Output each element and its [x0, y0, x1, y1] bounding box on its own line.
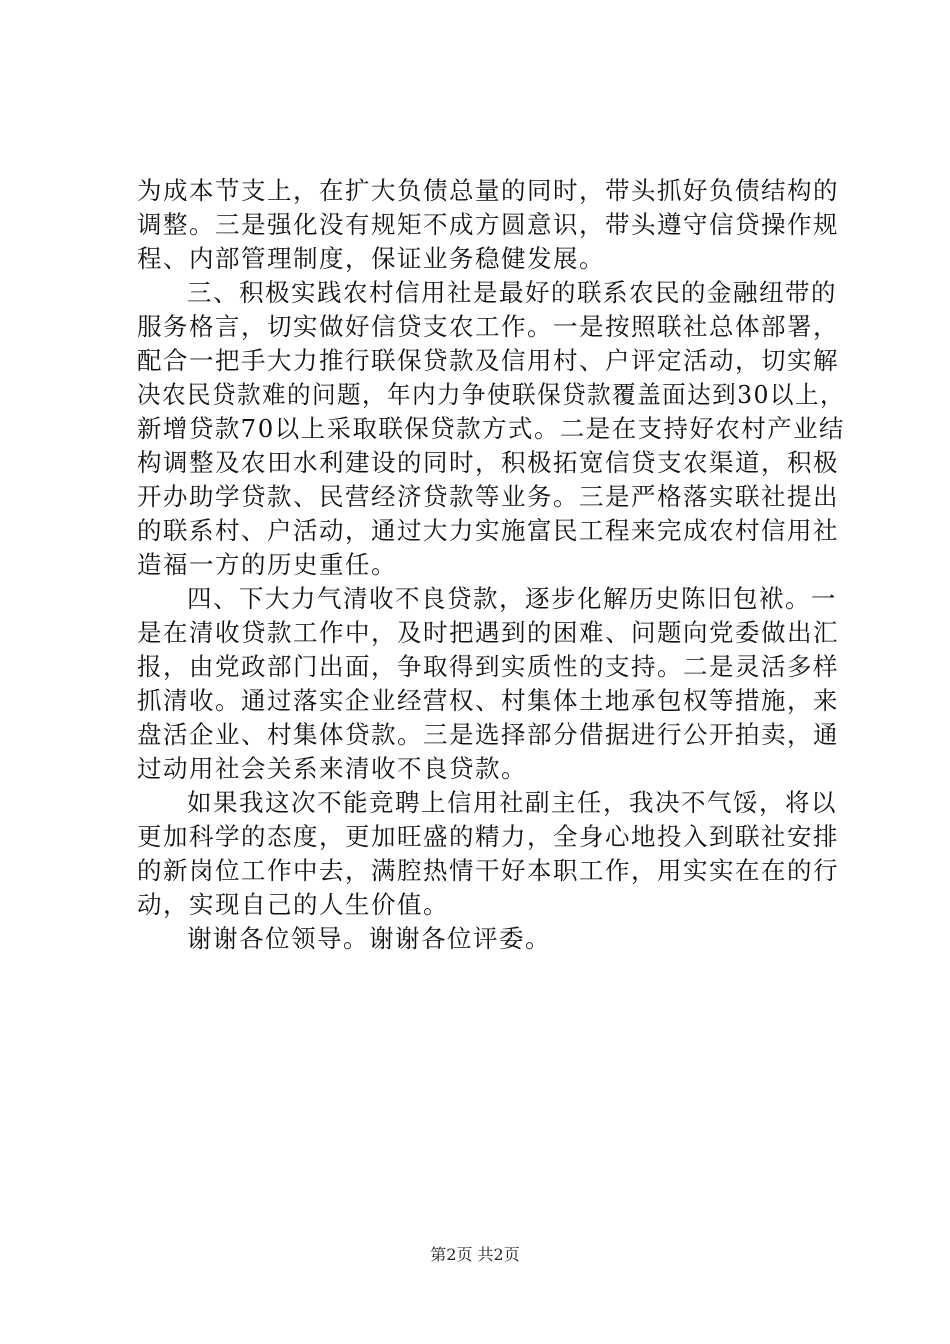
page-number-footer: 第2页 共2页: [430, 1245, 520, 1264]
text-line: 的新岗位工作中去，满腔热情干好本职工作，用实实在在的行: [137, 856, 839, 885]
paragraph-start-line: 如果我这次不能竞聘上信用社副主任，我决不气馁，将以: [187, 788, 837, 817]
text-line: 调整。三是强化没有规矩不成方圆意识，带头遵守信贷操作规: [137, 210, 839, 239]
text-line: 报，由党政部门出面，争取得到实质性的支持。二是灵活多样: [137, 652, 839, 681]
paragraph-start-line: 四、下大力气清收不良贷款，逐步化解历史陈旧包袱。一: [187, 584, 837, 613]
text-line: 动，实现自己的人生价值。: [137, 890, 449, 919]
text-line: 是在清收贷款工作中，及时把遇到的困难、问题向党委做出汇: [137, 618, 839, 647]
text-line: 更加科学的态度，更加旺盛的精力，全身心地投入到联社安排: [137, 822, 839, 851]
paragraph-start-line: 三、积极实践农村信用社是最好的联系农民的金融纽带的: [187, 278, 837, 307]
text-line: 为成本节支上，在扩大负债总量的同时，带头抓好负债结构的: [137, 176, 839, 205]
text-line: 的联系村、户活动，通过大力实施富民工程来完成农村信用社: [137, 516, 839, 545]
text-line: 服务格言，切实做好信贷支农工作。一是按照联社总体部署，: [137, 312, 839, 341]
text-line: 程、内部管理制度，保证业务稳健发展。: [137, 244, 605, 273]
text-line: 配合一把手大力推行联保贷款及信用村、户评定活动，切实解: [137, 346, 839, 375]
text-line: 造福一方的历史重任。: [137, 550, 397, 579]
text-line: 盘活企业、村集体贷款。三是选择部分借据进行公开拍卖，通: [137, 720, 839, 749]
text-line: 抓清收。通过落实企业经营权、村集体土地承包权等措施，来: [137, 686, 839, 715]
text-line: 开办助学贷款、民营经济贷款等业务。三是严格落实联社提出: [137, 482, 839, 511]
closing-line: 谢谢各位领导。谢谢各位评委。: [187, 924, 551, 953]
text-line: 构调整及农田水利建设的同时，积极拓宽信贷支农渠道，积极: [137, 448, 839, 477]
text-line: 过动用社会关系来清收不良贷款。: [137, 754, 527, 783]
text-line: 新增贷款70以上采取联保贷款方式。二是在支持好农村产业结: [137, 414, 845, 443]
text-line: 决农民贷款难的问题，年内力争使联保贷款覆盖面达到30以上，: [137, 380, 845, 409]
